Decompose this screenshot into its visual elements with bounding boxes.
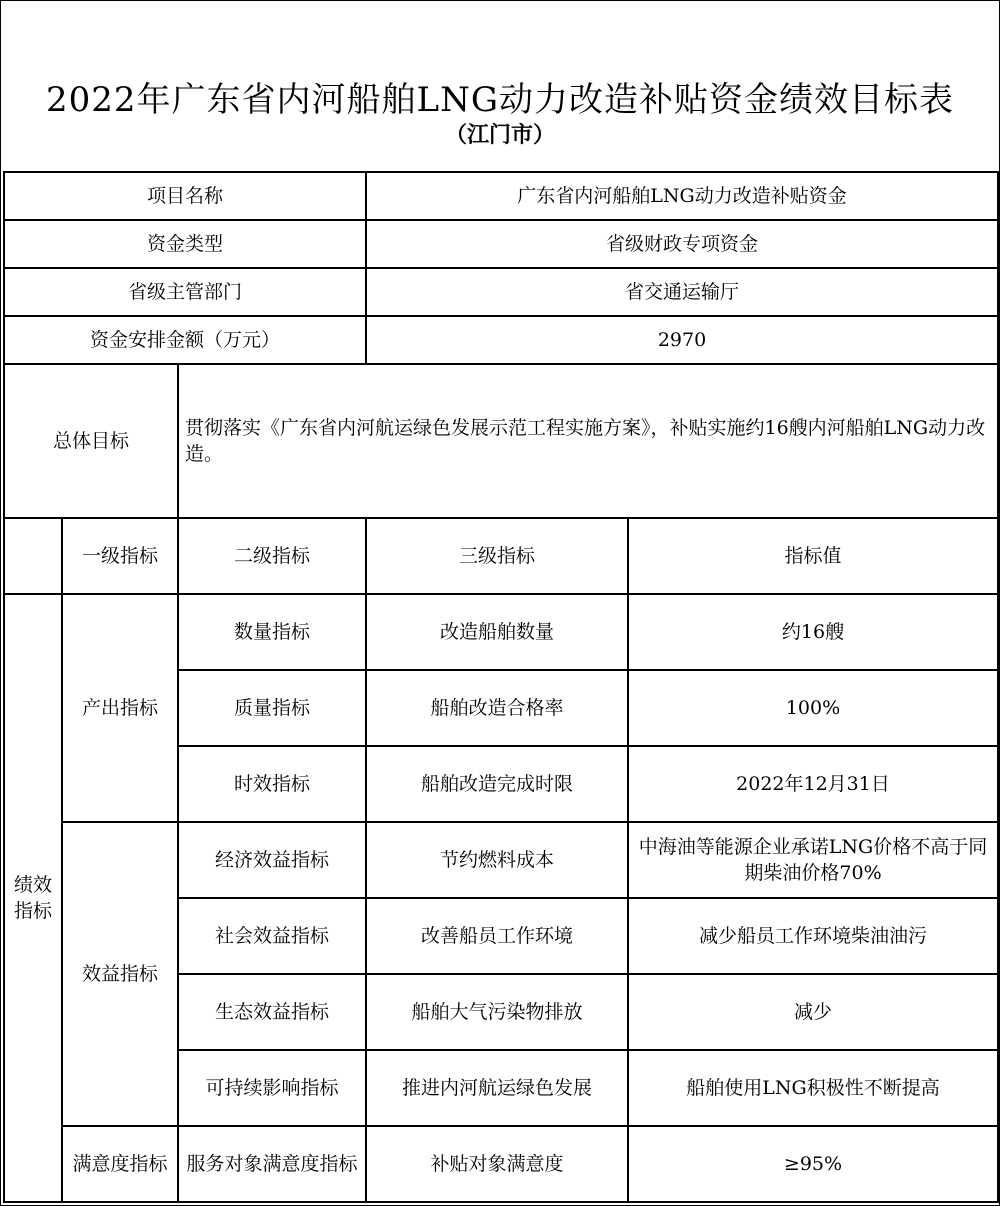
table-row <box>4 594 998 670</box>
header-blank <box>4 518 62 594</box>
table-row <box>4 316 998 364</box>
project-name-value: 广东省内河船舶LNG动力改造补贴资金 <box>366 172 998 220</box>
value-cell: 减少 <box>628 974 998 1050</box>
header-level2: 二级指标 <box>178 518 366 594</box>
level3-cell: 船舶改造合格率 <box>366 670 628 746</box>
department-label: 省级主管部门 <box>4 268 366 316</box>
project-name-label: 项目名称 <box>4 172 366 220</box>
level3-cell: 船舶大气污染物排放 <box>366 974 628 1050</box>
level3-cell: 改善船员工作环境 <box>366 898 628 974</box>
table-header-row <box>4 518 998 594</box>
level2-cell: 可持续影响指标 <box>178 1050 366 1126</box>
level3-cell: 节约燃料成本 <box>366 822 628 898</box>
value-cell: 减少船员工作环境柴油油污 <box>628 898 998 974</box>
level3-cell: 推进内河航运绿色发展 <box>366 1050 628 1126</box>
table-row <box>4 822 998 898</box>
table-row <box>4 364 998 518</box>
level2-cell: 生态效益指标 <box>178 974 366 1050</box>
value-cell: 2022年12月31日 <box>628 746 998 822</box>
header-level1: 一级指标 <box>62 518 178 594</box>
table-row <box>4 1126 998 1202</box>
overall-goal-label: 总体目标 <box>4 364 178 518</box>
level2-cell: 社会效益指标 <box>178 898 366 974</box>
level2-cell: 服务对象满意度指标 <box>178 1126 366 1202</box>
group-output: 产出指标 <box>62 594 178 822</box>
level3-cell: 补贴对象满意度 <box>366 1126 628 1202</box>
amount-value: 2970 <box>366 316 998 364</box>
value-cell: 船舶使用LNG积极性不断提高 <box>628 1050 998 1126</box>
level3-cell: 改造船舶数量 <box>366 594 628 670</box>
overall-goal-text: 贯彻落实《广东省内河航运绿色发展示范工程实施方案》，补贴实施约16艘内河船舶LNG动力改造。 <box>178 364 998 518</box>
table-row <box>4 220 998 268</box>
value-cell: 中海油等能源企业承诺LNG价格不高于同期柴油价格70% <box>628 822 998 898</box>
performance-label: 绩效指标 <box>4 594 62 1202</box>
department-value: 省交通运输厅 <box>366 268 998 316</box>
level2-cell: 数量指标 <box>178 594 366 670</box>
header-value: 指标值 <box>628 518 998 594</box>
level2-cell: 经济效益指标 <box>178 822 366 898</box>
amount-label: 资金安排金额（万元） <box>4 316 366 364</box>
page-title: 2022年广东省内河船舶LNG动力改造补贴资金绩效目标表 <box>45 80 954 120</box>
value-cell: ≥95% <box>628 1126 998 1202</box>
value-cell: 约16艘 <box>628 594 998 670</box>
page-subtitle: （江门市） <box>444 122 555 148</box>
performance-table <box>3 171 999 1203</box>
fund-type-value: 省级财政专项资金 <box>366 220 998 268</box>
level2-cell: 时效指标 <box>178 746 366 822</box>
header-level3: 三级指标 <box>366 518 628 594</box>
value-cell: 100% <box>628 670 998 746</box>
table-row <box>4 172 998 220</box>
group-benefit: 效益指标 <box>62 822 178 1126</box>
table-row <box>4 268 998 316</box>
group-satisfaction: 满意度指标 <box>62 1126 178 1202</box>
level2-cell: 质量指标 <box>178 670 366 746</box>
fund-type-label: 资金类型 <box>4 220 366 268</box>
level3-cell: 船舶改造完成时限 <box>366 746 628 822</box>
